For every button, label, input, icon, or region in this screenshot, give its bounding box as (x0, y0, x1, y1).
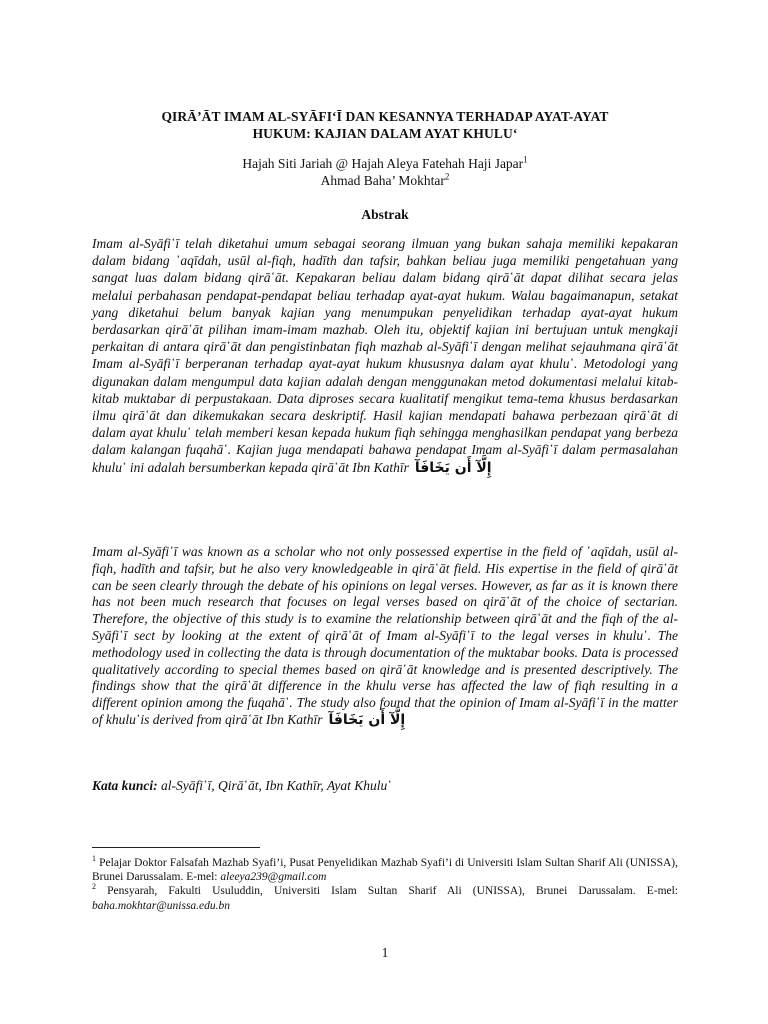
keywords-text: al-Syāfi῾ī, Qirā῾āt, Ibn Kathīr, Ayat Khulu῾ (161, 778, 392, 793)
footnote-2 (92, 884, 678, 912)
author-1-footnote-mark[interactable]: 1 (523, 154, 528, 165)
abstract-english-arabic-quote: إِلَّآ أَن يَخَافَآ (328, 711, 406, 728)
author-2 (92, 172, 678, 189)
paper-page (92, 0, 678, 1024)
abstract-malay-text: Imam al-Syāfi῾ī telah diketahui umum sebagai seorang ilmuan yang bukan sahaja memiliki kepakaran dalam bidang ῾aqīdah, usūl al-fiqh, hadīth dan tafsir, bahkan beliau juga memiliki pengetahuan yang sangat luas dalam bidang qirā῾āt. Kepakaran beliau dalam bidang qirā῾āt dapat dilihat secara jelas melalui perbahasan pendapat-pendapat beliau terhadap ayat-ayat hukum. Walau bagaimanapun, setakat yang diketahui belum banyak kajian yang menumpukan penyelidikan terhadap ayat-ayat hukum berdasarkan qirā῾āt pilihan imam-imam mazhab. Oleh itu, objektif kajian ini bertujuan untuk mengkaji perkaitan di antara qirā῾āt dan pengistinbatan fiqh mazhab al-Syāfi῾ī dengan melihat sejauhmana qirā῾āt Imam al-Syāfi῾ī berperanan terhadap ayat-ayat hukum khususnya dalam ayat khulu῾. Metodologi yang digunakan dalam mengumpul data kajian adalah dengan menggunakan metod dokumentasi melalui kitab-kitab muktabar di perpustakaan. Data diproses secara kualitatif mengikut tema-tema khusus berdasarkan ilmu qirā῾āt dan dikemukakan secara deskriptif. Hasil kajian mendapati bahawa perbezaan qirā῾āt di dalam ayat khulu῾ telah memberi kesan kepada hukum fiqh sehingga menghasilkan pendapat yang berbeza dalam kalangan fuqahā῾. Kajian juga mendapati bahawa pendapat Imam al-Syāfi῾ī dalam permasalahan khulu῾ ini adalah bersumberkan kepada qirā῾āt Ibn Kathīr (92, 236, 678, 475)
footnote-1-mark: 1 (92, 854, 96, 864)
abstract-english-text: Imam al-Syāfi῾ī was known as a scholar who not only possessed expertise in the field of ῾aqīdah, usūl al-fiqh, hadīth and tafsir, but he also very knowledgeable in qirā῾āt field. His expertise in the field of qirā῾āt can be seen clearly through the debate of his opinions on legal verses. However, as far as it is known there has not been much research that focuses on legal verses based on qirā῾āt of the choice of sectarian. Therefore, the objective of this study is to examine the relationship between qirā῾āt and the fiqh of the al-Syāfi῾ī sect by looking at the extent of qirā῾āt of Imam al-Syāfi῾ī to the legal verses in khulu῾. The methodology used in collecting the data is through documentation of the muktabar books. Data is processed qualitatively according to special themes based on qirā῾āt knowledge and is presented descriptively. The findings show that the qirā῾āt difference in the khulu verse has affected the law of fiqh resulting in a different opinion among the fuqahā῾. The study also found that the opinion of Imam al-Syāfi῾ī in the matter of khulu῾is derived from qirā῾āt Ibn Kathīr (92, 544, 678, 727)
abstract-english (92, 544, 678, 729)
keywords-label: Kata kunci: (92, 778, 158, 793)
footnote-2-email[interactable]: baha.mokhtar@unissa.edu.bn (92, 899, 231, 912)
author-list (92, 155, 678, 189)
author-2-footnote-mark[interactable]: 2 (444, 171, 450, 182)
keywords (92, 778, 678, 794)
page-number: 1 (381, 945, 389, 960)
abstract-heading: Abstrak (361, 207, 409, 222)
footnote-2-text: Pensyarah, Fakulti Usuluddin, Universiti Islam Sultan Sharif Ali (UNISSA), Brunei Darussalam. E-mel: (107, 885, 679, 898)
abstract-malay (92, 235, 678, 477)
footnote-1 (92, 856, 678, 884)
author-1 (92, 155, 678, 172)
paper-title-line-2: HUKUM: KAJIAN DALAM AYAT KHULU‘ (252, 126, 518, 141)
footnotes (92, 856, 678, 913)
footnote-2-mark: 2 (92, 882, 96, 892)
footnote-1-email[interactable]: aleeya239@gmail.com (220, 871, 327, 884)
abstract-malay-arabic-quote: إِلَّآ أَن يَخَافَآ (414, 459, 492, 476)
author-1-name: Hajah Siti Jariah @ Hajah Aleya Fatehah Haji Japar (242, 156, 524, 171)
footnote-divider (92, 847, 260, 848)
paper-title (92, 108, 678, 142)
footnote-1-text: Pelajar Doktor Falsafah Mazhab Syafi’i, Pusat Penyelidikan Mazhab Syafi’i di Universiti Islam Sultan Sharif Ali (UNISSA), Brunei Darussalam. E-mel: (92, 857, 678, 884)
author-2-name: Ahmad Baha’ Mokhtar (320, 173, 445, 188)
paper-title-line-1: QIRĀ’ĀT IMAM AL-SYĀFI‘Ī DAN KESANNYA TERHADAP AYAT-AYAT (161, 109, 609, 124)
